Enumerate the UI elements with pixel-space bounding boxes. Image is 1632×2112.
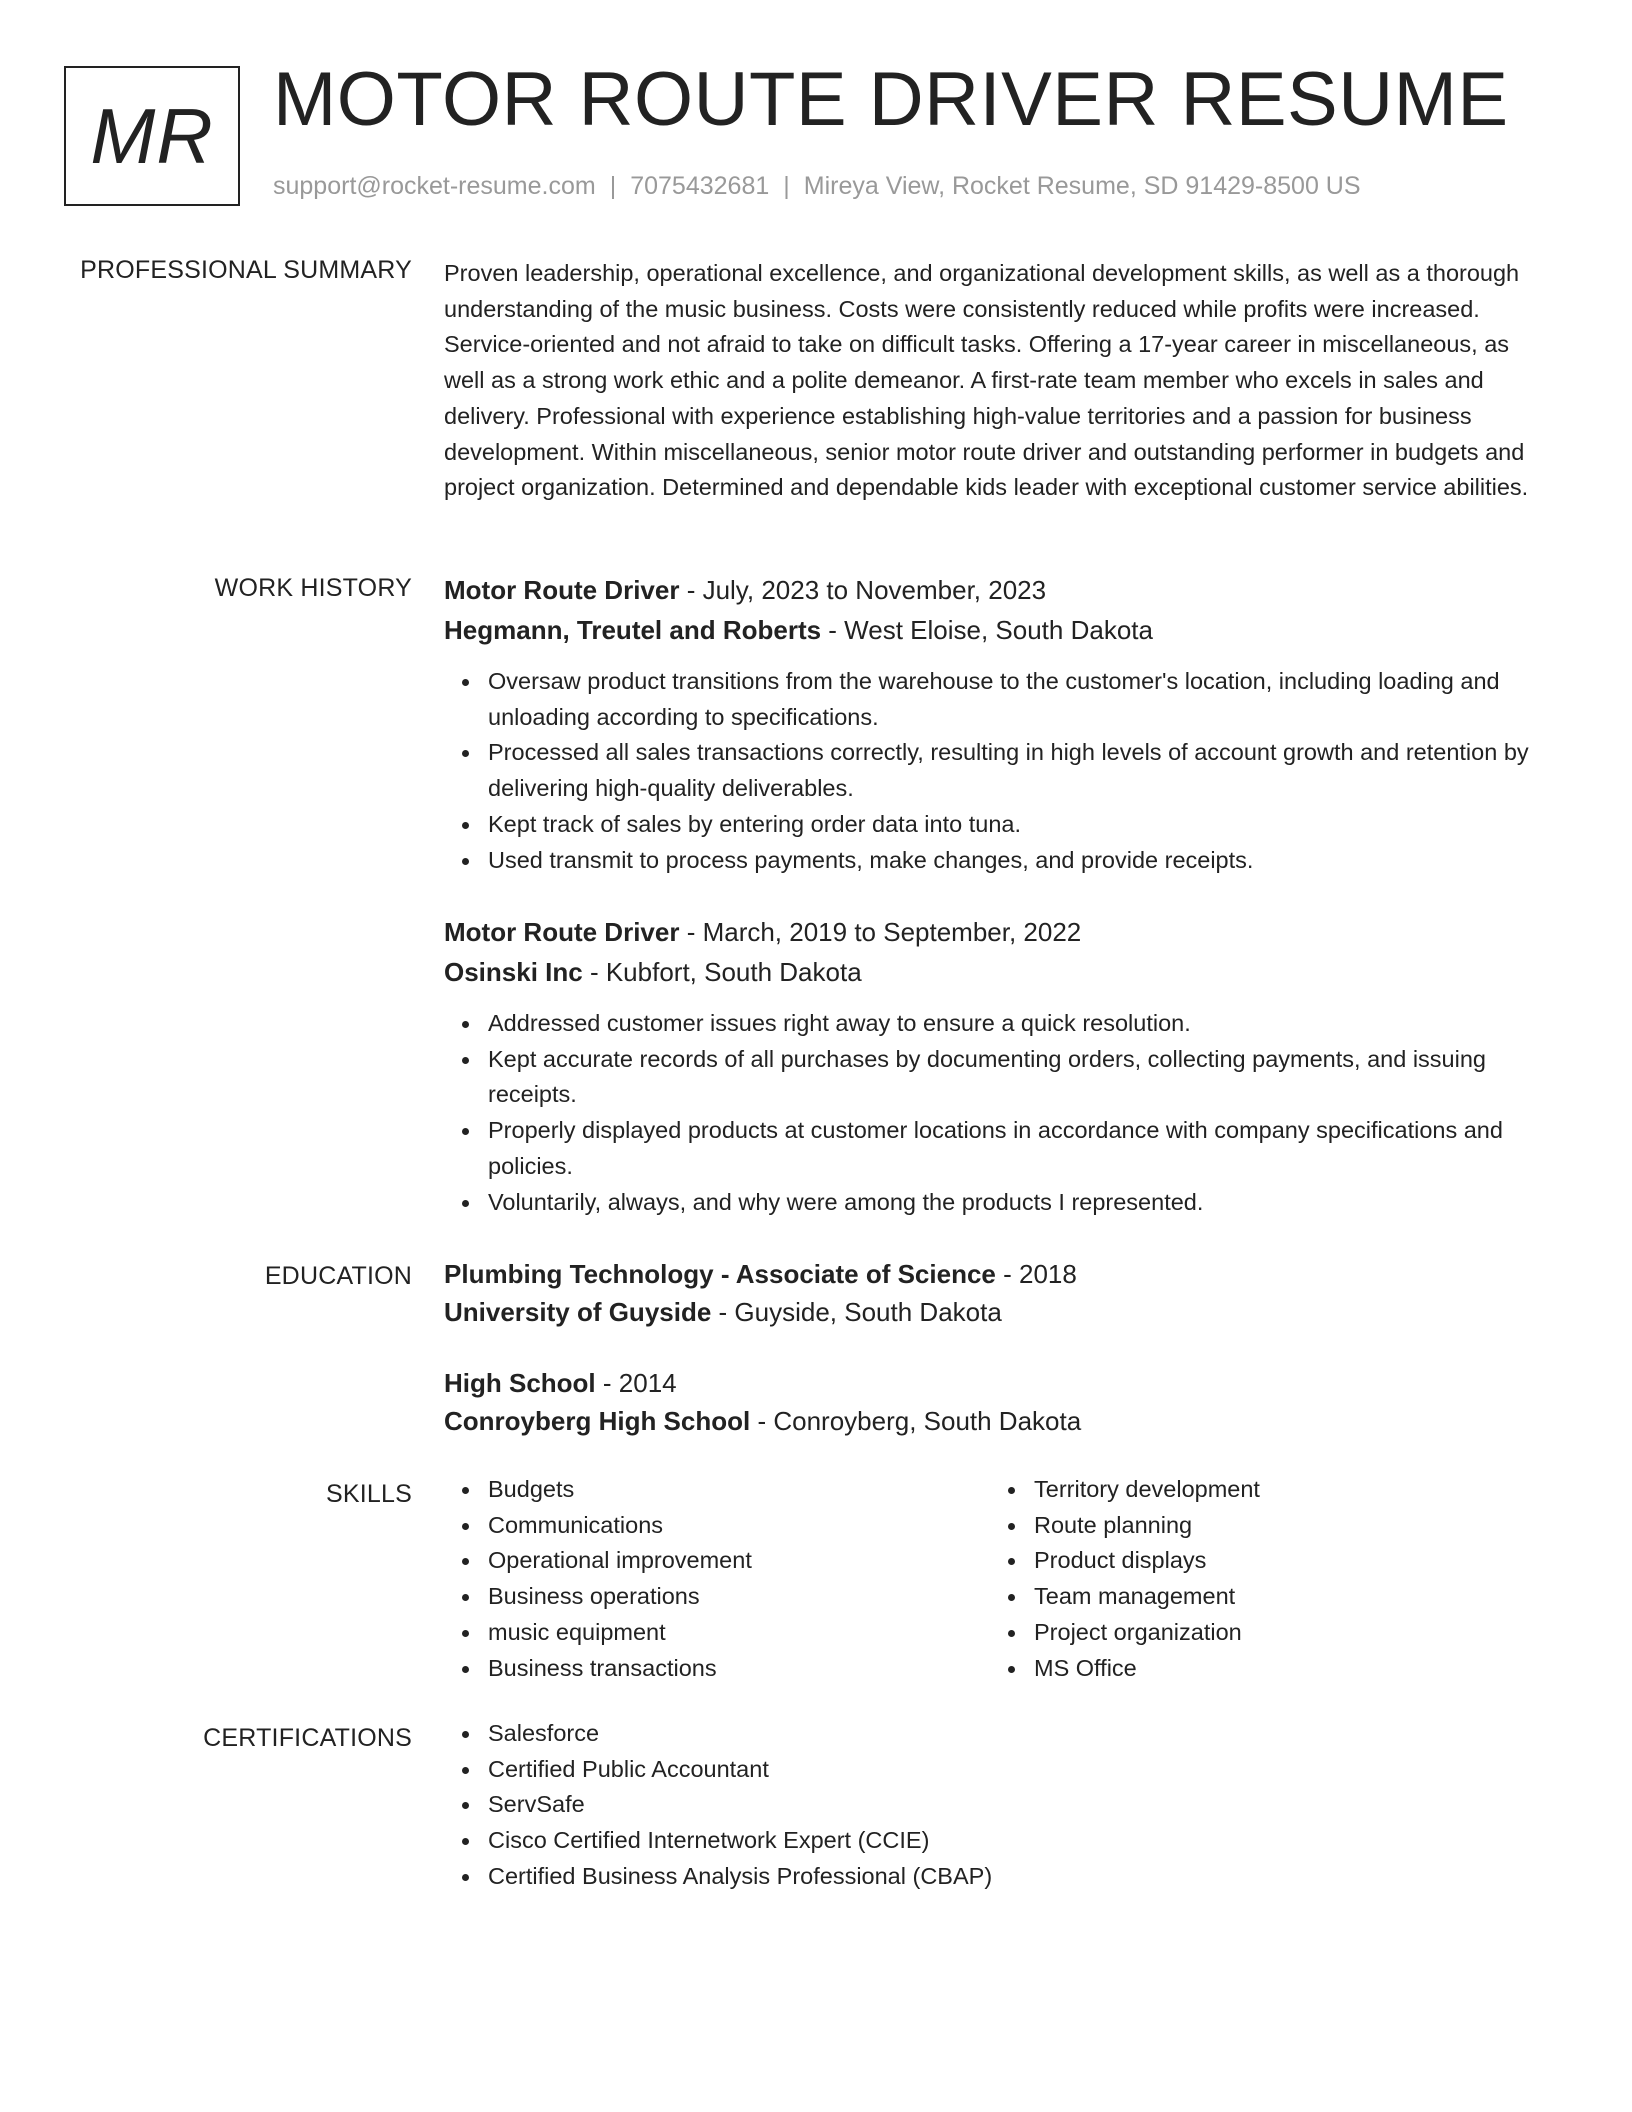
list-item: Operational improvement xyxy=(488,1543,990,1579)
contact-separator: | xyxy=(609,172,617,200)
list-item: Business operations xyxy=(488,1579,990,1615)
list-item: Route planning xyxy=(1034,1508,1536,1544)
list-item: Team management xyxy=(1034,1579,1536,1615)
education-entry xyxy=(444,1255,1556,1331)
education-school-line xyxy=(444,1402,1556,1440)
list-item: music equipment xyxy=(488,1615,990,1651)
list-item: Territory development xyxy=(1034,1472,1536,1508)
resume-title: MOTOR ROUTE DRIVER RESUME xyxy=(273,57,1509,142)
section-label-skills: SKILLS xyxy=(326,1480,412,1508)
list-item: Kept accurate records of all purchases by documenting orders, collecting payments, and issuing receipts. xyxy=(488,1042,1556,1113)
skills-grid xyxy=(444,1472,1556,1686)
section-label-certifications: CERTIFICATIONS xyxy=(203,1724,412,1752)
job-bullets xyxy=(444,664,1556,878)
education-degree-line xyxy=(444,1364,1556,1402)
list-item: MS Office xyxy=(1034,1651,1536,1687)
education-entry xyxy=(444,1364,1556,1440)
list-item: ServSafe xyxy=(488,1787,1556,1823)
section-label-summary: PROFESSIONAL SUMMARY xyxy=(80,256,412,284)
contact-email: support@rocket-resume.com xyxy=(273,172,596,200)
list-item: Used transmit to process payments, make changes, and provide receipts. xyxy=(488,843,1556,879)
work-entry xyxy=(444,570,1556,878)
contact-phone: 7075432681 xyxy=(630,172,770,200)
education-location: - Conroyberg, South Dakota xyxy=(750,1406,1082,1436)
section-label-work: WORK HISTORY xyxy=(214,574,412,602)
list-item: Budgets xyxy=(488,1472,990,1508)
job-company-line xyxy=(444,952,1556,992)
list-item: Oversaw product transitions from the warehouse to the customer's location, including loading and unloading according to specifications. xyxy=(488,664,1556,735)
summary-section xyxy=(444,256,1556,506)
list-item: Communications xyxy=(488,1508,990,1544)
list-item: Salesforce xyxy=(488,1716,1556,1752)
education-degree-line xyxy=(444,1255,1556,1293)
list-item: Product displays xyxy=(1034,1543,1536,1579)
education-year: - 2014 xyxy=(595,1368,677,1398)
skills-list xyxy=(990,1472,1536,1686)
certifications-section xyxy=(444,1716,1556,1895)
job-title-line xyxy=(444,912,1556,952)
skills-column-left xyxy=(444,1472,990,1686)
contact-separator: | xyxy=(783,172,790,200)
list-item: Kept track of sales by entering order data into tuna. xyxy=(488,807,1556,843)
education-school-line xyxy=(444,1293,1556,1331)
monogram-text: MR xyxy=(90,91,214,180)
job-dates: - July, 2023 to November, 2023 xyxy=(679,575,1047,605)
section-label-education: EDUCATION xyxy=(264,1262,412,1290)
list-item: Processed all sales transactions correctly, resulting in high levels of account growth and retention by delivering high-quality deliverables. xyxy=(488,735,1556,806)
list-item: Voluntarily, always, and why were among the products I represented. xyxy=(488,1185,1556,1221)
job-title: Motor Route Driver xyxy=(444,575,680,605)
education-degree: High School xyxy=(444,1368,596,1398)
contact-address: Mireya View, Rocket Resume, SD 91429-8500 US xyxy=(803,172,1361,200)
summary-text: Proven leadership, operational excellence, and organizational development skills, as well as a thorough understanding of the music business. Costs were consistently reduced while profits were increased. Service-oriented and not afraid to take on difficult tasks. Offering a 17-year career in miscellaneous, as well as a strong work ethic and a polite demeanor. A first-rate team member who excels in sales and delivery. Professional with experience establishing high-value territories and a passion for business development. Within miscellaneous, senior motor route driver and outstanding performer in budgets and project organization. Determined and dependable kids leader with exceptional customer service abilities. xyxy=(444,260,1529,501)
work-entry xyxy=(444,912,1556,1220)
list-item: Business transactions xyxy=(488,1651,990,1687)
job-location: - West Eloise, South Dakota xyxy=(821,615,1153,645)
education-location: - Guyside, South Dakota xyxy=(711,1297,1002,1327)
certifications-list xyxy=(444,1716,1556,1895)
job-company-line xyxy=(444,610,1556,650)
list-item: Addressed customer issues right away to ensure a quick resolution. xyxy=(488,1006,1556,1042)
job-company: Osinski Inc xyxy=(444,957,583,987)
job-company: Hegmann, Treutel and Roberts xyxy=(444,615,822,645)
education-school: Conroyberg High School xyxy=(444,1406,751,1436)
job-location: - Kubfort, South Dakota xyxy=(582,957,862,987)
skills-section xyxy=(444,1472,1556,1686)
job-title: Motor Route Driver xyxy=(444,917,680,947)
list-item: Cisco Certified Internetwork Expert (CCIE) xyxy=(488,1823,1556,1859)
job-title-line xyxy=(444,570,1556,610)
monogram-badge xyxy=(64,66,240,206)
education-year: - 2018 xyxy=(995,1259,1077,1289)
list-item: Project organization xyxy=(1034,1615,1536,1651)
list-item: Properly displayed products at customer locations in accordance with company specifications and policies. xyxy=(488,1113,1556,1184)
job-bullets xyxy=(444,1006,1556,1220)
list-item: Certified Public Accountant xyxy=(488,1752,1556,1788)
education-school: University of Guyside xyxy=(444,1297,712,1327)
skills-column-right xyxy=(990,1472,1536,1686)
contact-line xyxy=(273,172,1361,201)
job-dates: - March, 2019 to September, 2022 xyxy=(679,917,1082,947)
education-degree: Plumbing Technology - Associate of Science xyxy=(444,1259,996,1289)
list-item: Certified Business Analysis Professional (CBAP) xyxy=(488,1859,1556,1895)
skills-list xyxy=(444,1472,990,1686)
